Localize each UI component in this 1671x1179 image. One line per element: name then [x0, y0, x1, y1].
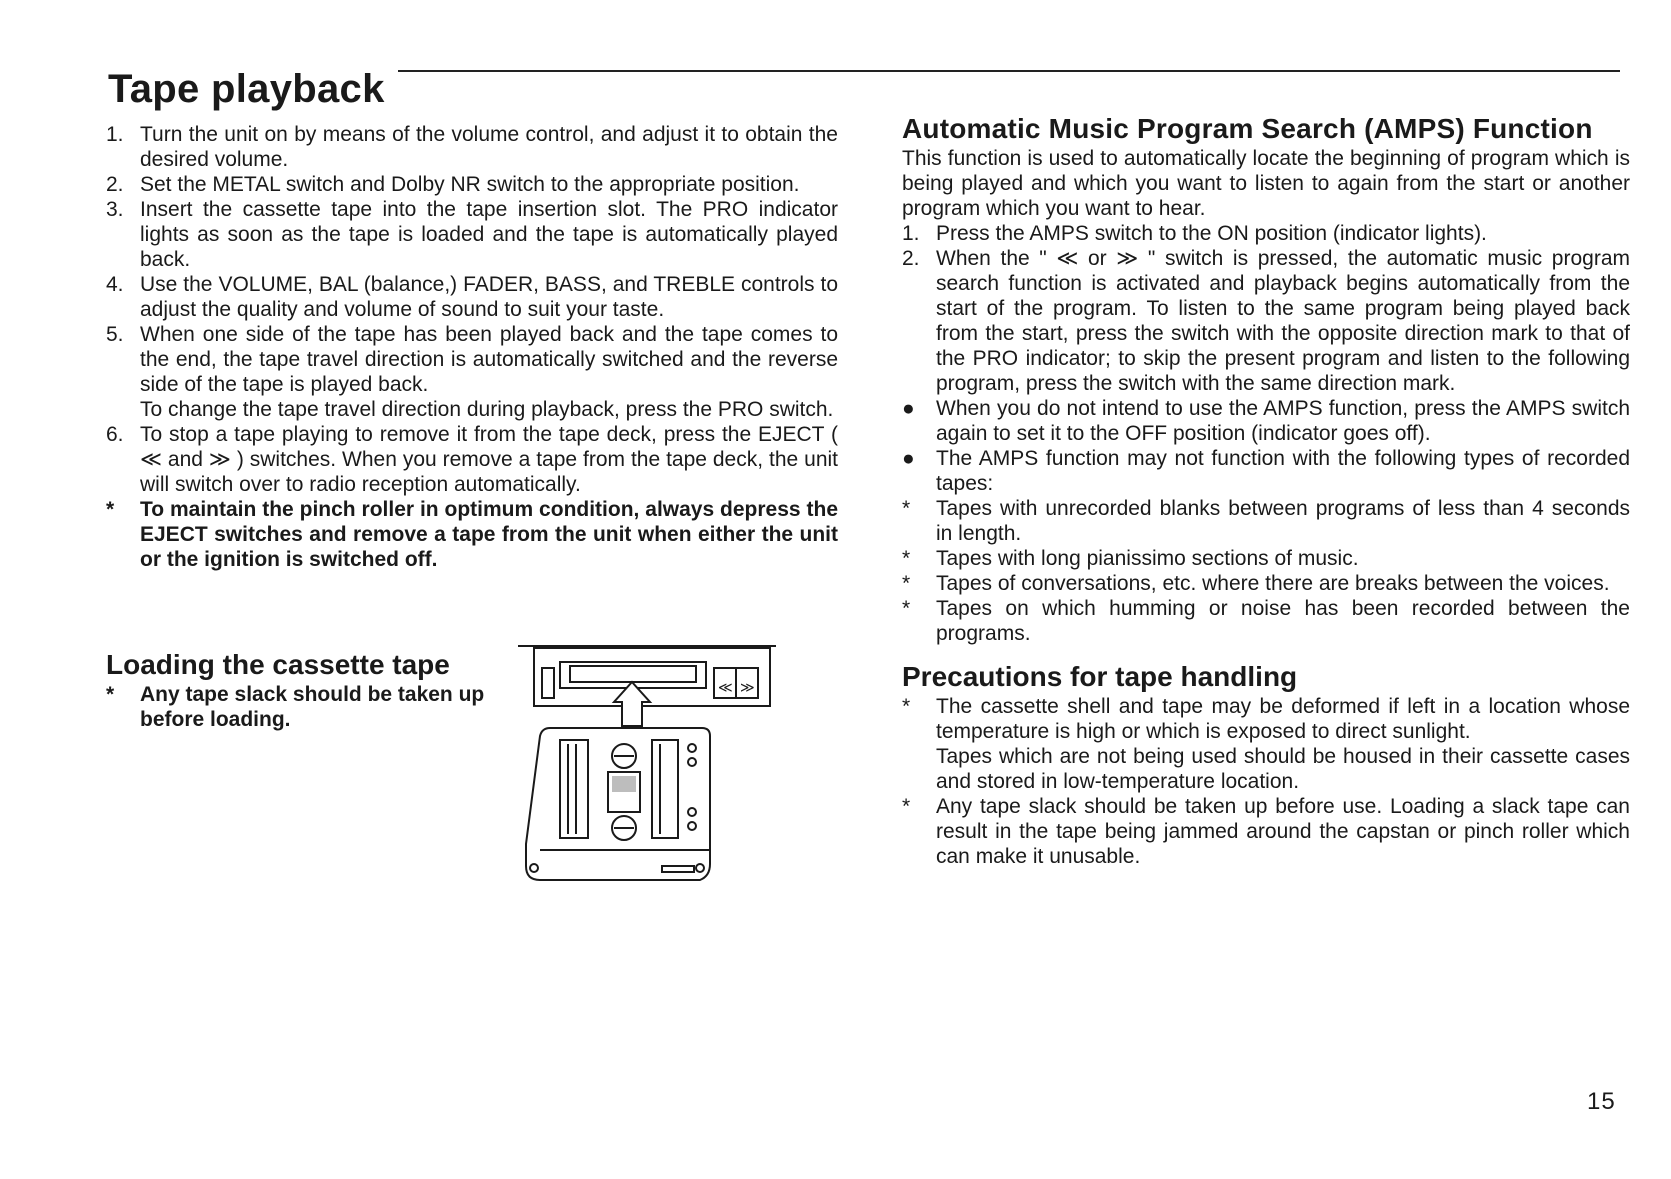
asterisk-marker: *	[902, 497, 911, 520]
asterisk-marker: *	[902, 572, 911, 595]
step-number: 2.	[902, 247, 920, 270]
step-number: 1.	[106, 123, 124, 146]
step-text: Press the AMPS switch to the ON position (indicator lights).	[936, 222, 1487, 245]
step-text: Turn the unit on by means of the volume control, and adjust it to obtain the desired volume.	[140, 123, 838, 171]
asterisk-marker: *	[902, 547, 911, 570]
tape-type-text: Tapes with long pianissimo sections of music.	[936, 547, 1359, 570]
asterisk-marker: *	[106, 683, 115, 706]
list-item	[902, 446, 1630, 496]
page-title: Tape playback	[108, 66, 385, 111]
cassette-shell	[526, 728, 710, 880]
step-number: 1.	[902, 222, 920, 245]
eject-right-glyph: ≫	[740, 680, 755, 696]
step-text: When the " ≪ or ≫ " switch is pressed, the automatic music program search function is activated and playback begins automatically from the start of the program. To listen to the same program being played back from the start, press the switch with the opposite direction mark to that of the PRO indicator; to skip the present program and listen to the following program, press the switch with the same direction mark.	[936, 247, 1630, 395]
note-text: To maintain the pinch roller in optimum condition, always depress the EJECT switches and remove a tape from the unit when either the unit or the ignition is switched off.	[140, 498, 838, 571]
list-item	[902, 546, 1630, 571]
precaution-extra-text: Tapes which are not being used should be housed in their cassette cases and stored in low-temperature location.	[936, 745, 1630, 793]
loading-section	[106, 648, 526, 732]
tape-type-text: Tapes of conversations, etc. where there are breaks between the voices.	[936, 572, 1610, 595]
page-number: 15	[1587, 1088, 1616, 1115]
precaution-text: Any tape slack should be taken up before use. Loading a slack tape can result in the tape being jammed around the capstan or pinch roller which can make it unusable.	[936, 795, 1630, 868]
step-text: When one side of the tape has been played back and the tape comes to the end, the tape travel direction is automatically switched and the reverse side of the tape is played back.	[140, 323, 838, 396]
list-item	[902, 496, 1630, 546]
loading-heading: Loading the cassette tape	[106, 649, 450, 680]
precautions-heading: Precautions for tape handling	[902, 661, 1298, 692]
tape-type-text: Tapes on which humming or noise has been recorded between the programs.	[936, 597, 1630, 645]
list-item	[106, 322, 838, 422]
list-item	[106, 422, 838, 497]
indicator-icon	[542, 668, 554, 698]
list-item	[902, 596, 1630, 646]
list-item	[902, 396, 1630, 446]
list-item	[902, 221, 1630, 246]
step-text: Use the VOLUME, BAL (balance,) FADER, BASS, and TREBLE controls to adjust the quality and volume of sound to suit your taste.	[140, 273, 838, 321]
asterisk-marker: *	[106, 498, 115, 521]
step-number: 6.	[106, 423, 124, 446]
amps-intro: This function is used to automatically locate the beginning of program which is being played and which you want to listen to again from the start or another program which you want to hear.	[902, 147, 1630, 220]
bullet-text: When you do not intend to use the AMPS function, press the AMPS switch again to set it to the OFF position (indicator goes off).	[936, 397, 1630, 445]
list-item	[902, 694, 1630, 794]
eject-left-glyph: ≪	[718, 680, 733, 696]
list-item	[902, 246, 1630, 396]
step-number: 4.	[106, 273, 124, 296]
playback-steps	[106, 122, 838, 572]
loading-note	[106, 682, 526, 732]
step-text: Insert the cassette tape into the tape insertion slot. The PRO indicator lights as soon as the tape is loaded and the tape is automatically played back.	[140, 198, 838, 271]
list-item	[106, 122, 838, 172]
step-extra-text: To change the tape travel direction during playback, press the PRO switch.	[140, 398, 834, 421]
asterisk-marker: *	[902, 795, 911, 818]
list-item	[106, 197, 838, 272]
step-number: 2.	[106, 173, 124, 196]
asterisk-marker: *	[902, 695, 911, 718]
step-number: 3.	[106, 198, 124, 221]
bullet-icon: ●	[902, 397, 915, 420]
precaution-text: The cassette shell and tape may be deformed if left in a location whose temperature is high or which is exposed to direct sunlight.	[936, 695, 1630, 743]
note-text: Any tape slack should be taken up before loading.	[140, 683, 485, 731]
title-rule	[398, 70, 1620, 72]
list-item	[902, 794, 1630, 869]
amps-heading: Automatic Music Program Search (AMPS) Function	[902, 113, 1593, 144]
step-text: To stop a tape playing to remove it from the tape deck, press the EJECT ( ≪ and ≫ ) switches. When you remove a tape from the tape deck, the unit will switch over to radio reception automatically.	[140, 423, 838, 496]
asterisk-marker: *	[902, 597, 911, 620]
tape-type-text: Tapes with unrecorded blanks between programs of less than 4 seconds in length.	[936, 497, 1630, 545]
right-column	[902, 112, 1630, 869]
cassette-loading-illustration	[512, 644, 782, 906]
pinch-roller-note	[106, 497, 838, 572]
step-number: 5.	[106, 323, 124, 346]
list-item	[106, 272, 838, 322]
bullet-icon: ●	[902, 447, 915, 470]
list-item	[106, 172, 838, 197]
step-text: Set the METAL switch and Dolby NR switch to the appropriate position.	[140, 173, 800, 196]
list-item	[902, 571, 1630, 596]
bullet-text: The AMPS function may not function with the following types of recorded tapes:	[936, 447, 1630, 495]
